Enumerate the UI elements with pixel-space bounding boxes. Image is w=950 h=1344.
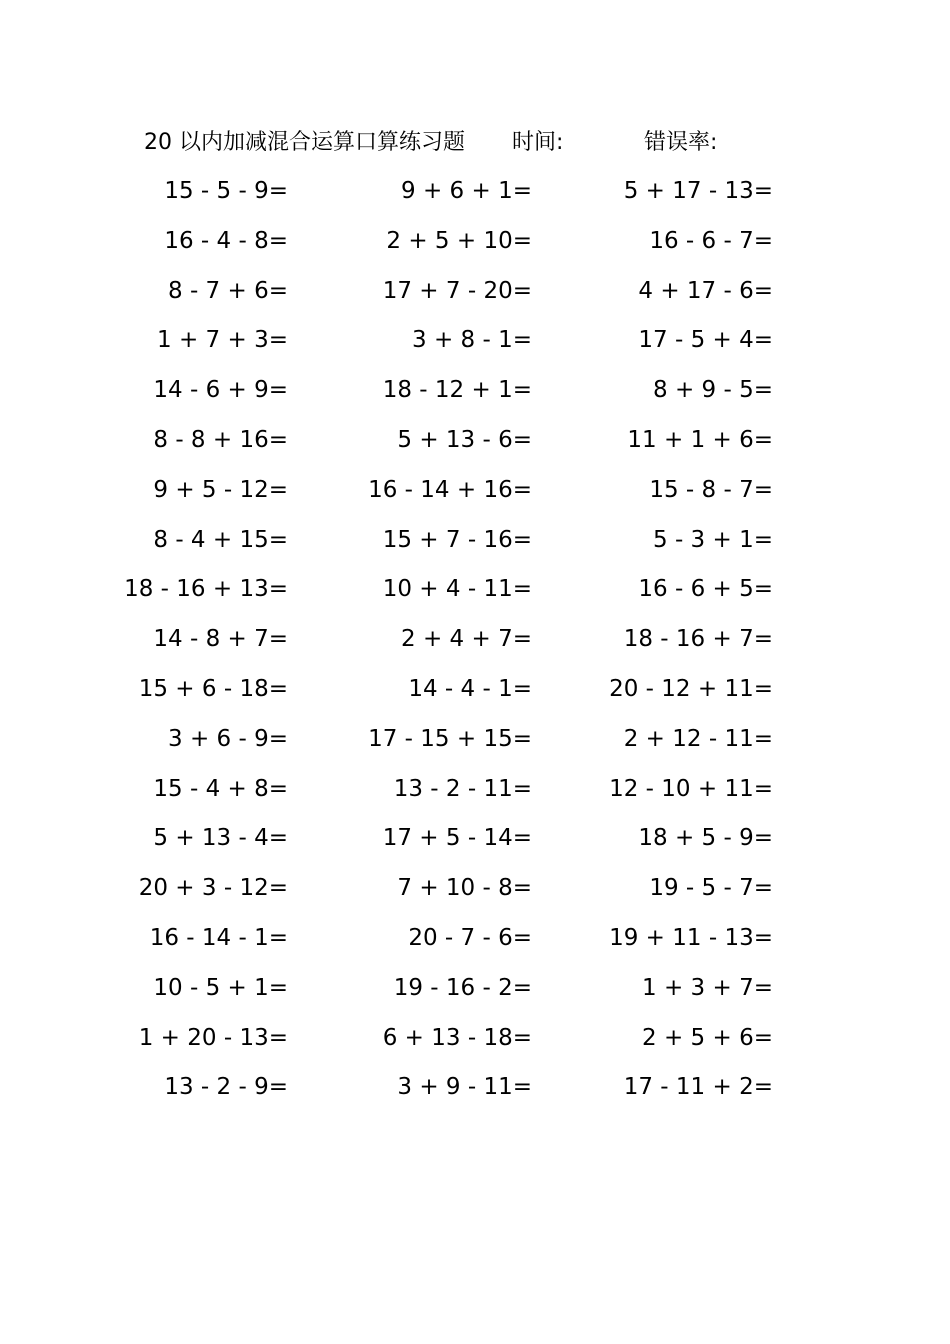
problem-item: 3 + 8 - 1= — [412, 327, 532, 354]
problem-item: 18 - 16 + 7= — [623, 626, 773, 653]
problem-row — [0, 422, 950, 472]
problem-item: 15 - 8 - 7= — [649, 476, 773, 503]
problem-item: 4 + 17 - 6= — [638, 277, 773, 304]
problem-row — [0, 1069, 950, 1119]
problem-item: 16 - 14 - 1= — [149, 924, 288, 951]
problem-row — [0, 771, 950, 821]
problem-row — [0, 372, 950, 422]
problem-row — [0, 322, 950, 372]
problem-item: 1 + 20 - 13= — [138, 1024, 288, 1051]
problem-item: 15 + 6 - 18= — [138, 675, 288, 702]
problem-row — [0, 970, 950, 1020]
problem-item: 15 + 7 - 16= — [382, 526, 532, 553]
problem-item: 13 - 2 - 9= — [164, 1074, 288, 1101]
problem-item: 19 - 16 - 2= — [393, 974, 532, 1001]
problem-grid — [0, 173, 950, 1119]
problem-item: 16 - 14 + 16= — [368, 476, 532, 503]
problem-row — [0, 223, 950, 273]
problem-row — [0, 820, 950, 870]
problem-item: 3 + 9 - 11= — [397, 1074, 532, 1101]
problem-item: 14 - 4 - 1= — [408, 675, 532, 702]
problem-item: 20 - 7 - 6= — [408, 924, 532, 951]
problem-item: 19 - 5 - 7= — [649, 875, 773, 902]
problem-item: 5 + 17 - 13= — [623, 178, 773, 204]
problem-item: 15 - 4 + 8= — [153, 775, 288, 802]
problem-item: 6 + 13 - 18= — [382, 1024, 532, 1051]
problem-item: 17 - 11 + 2= — [623, 1074, 773, 1101]
problem-item: 16 - 6 - 7= — [649, 227, 773, 254]
problem-item: 2 + 5 + 6= — [642, 1024, 773, 1051]
problem-row — [0, 472, 950, 522]
problem-item: 11 + 1 + 6= — [627, 426, 773, 453]
problem-item: 3 + 6 - 9= — [168, 725, 288, 752]
problem-row — [0, 920, 950, 970]
problem-row — [0, 621, 950, 671]
problem-row — [0, 173, 950, 223]
problem-item: 19 + 11 - 13= — [609, 924, 773, 951]
problem-item: 18 - 16 + 13= — [124, 576, 288, 603]
problem-item: 5 - 3 + 1= — [653, 526, 773, 553]
problem-item: 12 - 10 + 11= — [609, 775, 773, 802]
worksheet-title: 20 以内加减混合运算口算练习题 — [144, 130, 465, 155]
problem-item: 14 - 8 + 7= — [153, 626, 288, 653]
problem-item: 5 + 13 - 6= — [397, 426, 532, 453]
problem-item: 17 + 5 - 14= — [382, 825, 532, 852]
problem-item: 1 + 7 + 3= — [157, 327, 288, 354]
problem-item: 17 - 15 + 15= — [368, 725, 532, 752]
problem-row — [0, 571, 950, 621]
problem-item: 5 + 13 - 4= — [153, 825, 288, 852]
problem-item: 10 + 4 - 11= — [382, 576, 532, 603]
problem-item: 17 - 5 + 4= — [638, 327, 773, 354]
problem-item: 10 - 5 + 1= — [153, 974, 288, 1001]
problem-item: 2 + 12 - 11= — [623, 725, 773, 752]
problem-row — [0, 721, 950, 771]
problem-item: 20 - 12 + 11= — [609, 675, 773, 702]
problem-item: 14 - 6 + 9= — [153, 377, 288, 404]
problem-item: 18 + 5 - 9= — [638, 825, 773, 852]
problem-row — [0, 1020, 950, 1070]
problem-row — [0, 671, 950, 721]
error-rate-label: 错误率: — [644, 130, 718, 155]
time-label: 时间: — [512, 130, 564, 155]
worksheet-header — [144, 126, 844, 160]
problem-item: 16 - 4 - 8= — [164, 227, 288, 254]
problem-row — [0, 522, 950, 572]
problem-row — [0, 870, 950, 920]
problem-item: 18 - 12 + 1= — [382, 377, 532, 404]
problem-item: 9 + 6 + 1= — [401, 178, 532, 204]
problem-item: 8 - 8 + 16= — [153, 426, 288, 453]
problem-item: 8 - 7 + 6= — [168, 277, 288, 304]
problem-item: 9 + 5 - 12= — [153, 476, 288, 503]
problem-item: 16 - 6 + 5= — [638, 576, 773, 603]
problem-item: 17 + 7 - 20= — [382, 277, 532, 304]
problem-item: 7 + 10 - 8= — [397, 875, 532, 902]
problem-item: 2 + 5 + 10= — [386, 227, 532, 254]
problem-item: 8 - 4 + 15= — [153, 526, 288, 553]
problem-item: 8 + 9 - 5= — [653, 377, 773, 404]
problem-item: 20 + 3 - 12= — [138, 875, 288, 902]
problem-item: 2 + 4 + 7= — [401, 626, 532, 653]
problem-item: 1 + 3 + 7= — [642, 974, 773, 1001]
problem-row — [0, 273, 950, 323]
problem-item: 15 - 5 - 9= — [164, 178, 288, 204]
problem-item: 13 - 2 - 11= — [393, 775, 532, 802]
